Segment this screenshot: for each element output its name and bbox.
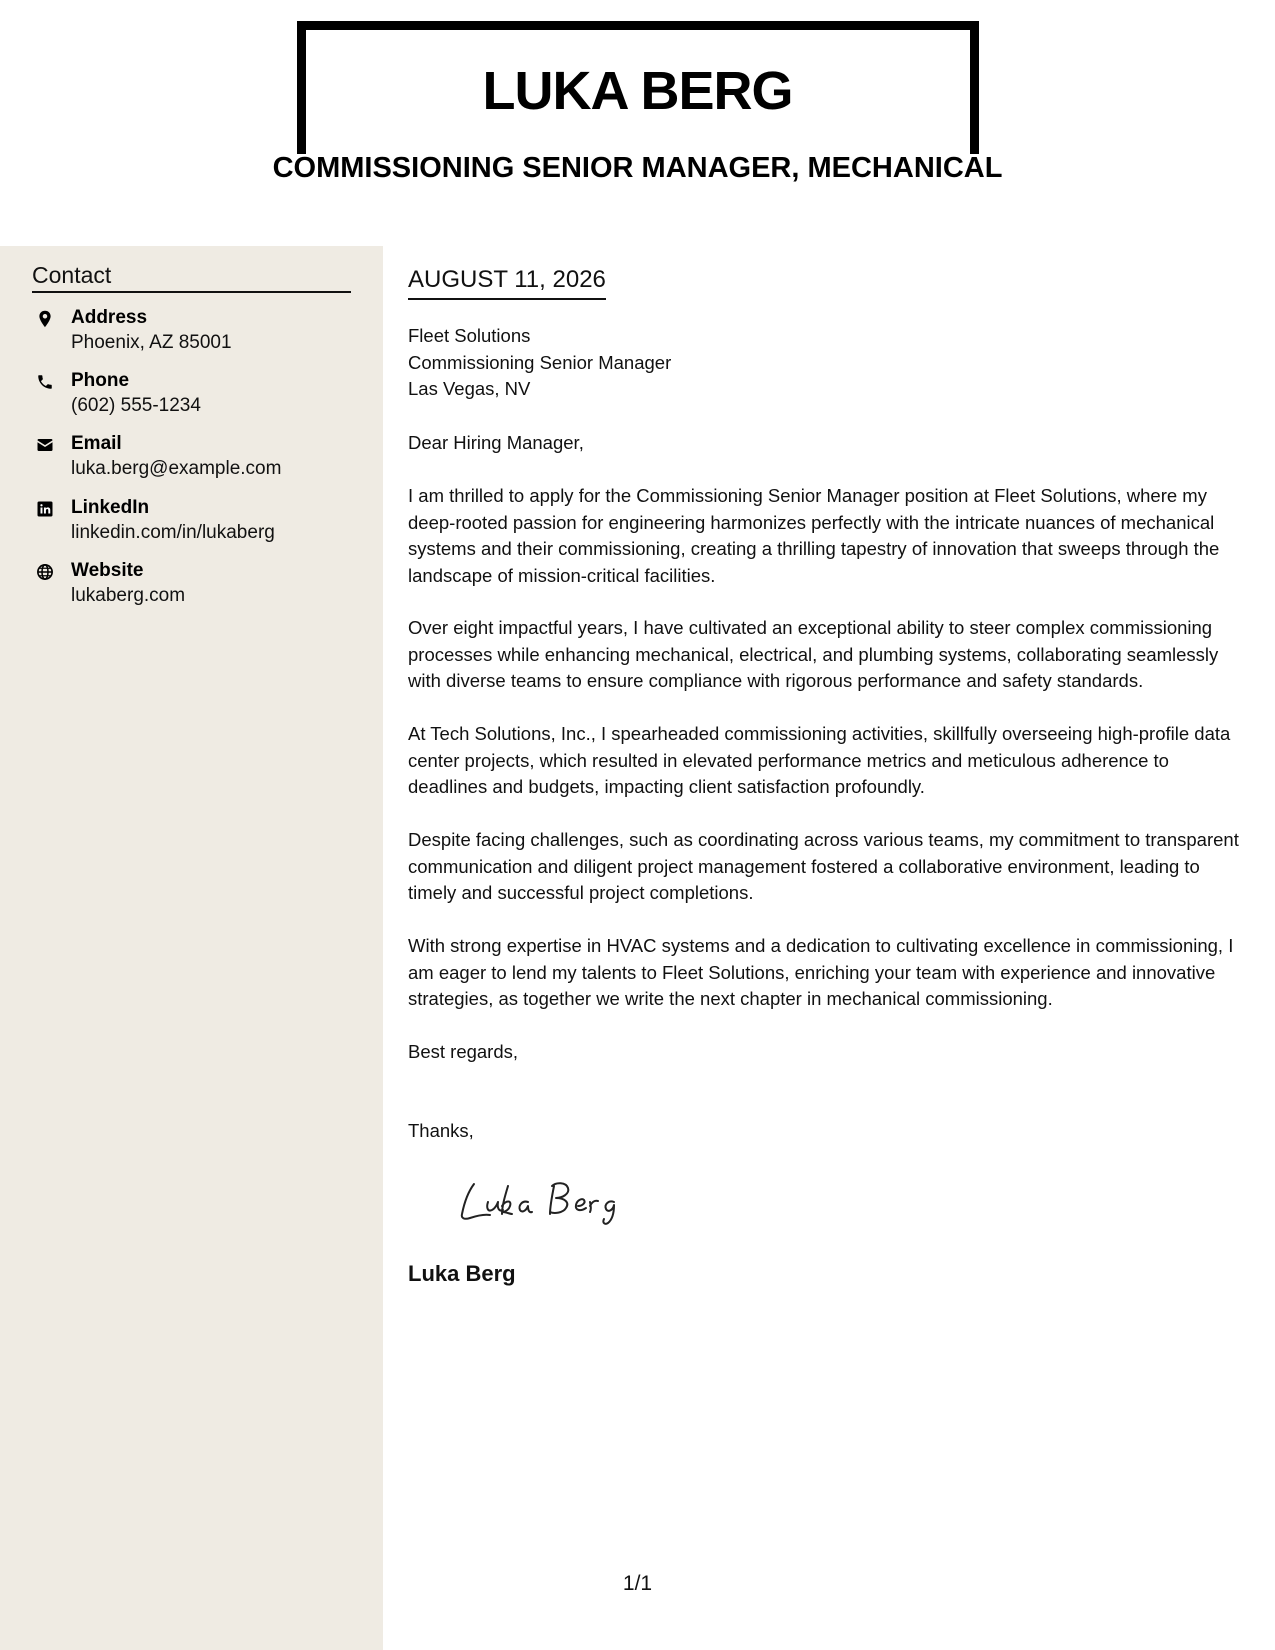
contact-heading: Contact [32, 262, 351, 293]
letter-date: AUGUST 11, 2026 [408, 266, 606, 300]
contact-item-email [32, 432, 372, 488]
linkedin-icon [36, 500, 54, 518]
phone-value: (602) 555-1234 [71, 395, 201, 416]
envelope-icon [36, 436, 54, 454]
thanks-line: Thanks, [408, 1120, 474, 1141]
handwritten-signature [452, 1172, 642, 1232]
contact-item-phone [32, 369, 372, 425]
contact-label: LinkedIn [71, 497, 150, 518]
salutation: Dear Hiring Manager, [408, 432, 584, 453]
recipient-location: Las Vegas, NV [408, 378, 531, 399]
contact-label: Address [71, 307, 148, 328]
signer-name: Luka Berg [408, 1261, 516, 1286]
applicant-name: LUKA BERG [482, 61, 793, 121]
closing: Best regards, [408, 1041, 519, 1062]
body-paragraph: At Tech Solutions, Inc., I spearheaded commissioning activities, skillfully overseeing high-profile data center projects, which resulted in elevated performance metrics and meticulous adherence to deadlines and budgets, impacting client satisfaction profoundly. [408, 723, 1231, 797]
map-pin-icon [36, 310, 54, 328]
body-paragraph: Over eight impactful years, I have cultivated an exceptional ability to steer complex commissioning processes while enhancing mechanical, electrical, and plumbing systems, collaborating seamlessly with diverse teams to ensure compliance with rigorous performance and safety standards. [408, 617, 1219, 691]
website-value[interactable]: lukaberg.com [71, 585, 186, 606]
body-paragraph: Despite facing challenges, such as coordinating across various teams, my commitment to transparent communication and diligent project management fostered a collaborative environment, leading to timely and successful project completions. [408, 829, 1239, 903]
contact-label: Email [71, 433, 122, 454]
body-paragraph: With strong expertise in HVAC systems and a dedication to cultivating excellence in commissioning, I am eager to lend my talents to Fleet Solutions, enriching your team with experience and innovative strategies, as together we write the next chapter in mechanical commissioning. [408, 935, 1234, 1009]
phone-icon [36, 373, 54, 391]
contact-label: Website [71, 560, 144, 581]
globe-icon [36, 563, 54, 581]
recipient-company: Fleet Solutions [408, 325, 531, 346]
contact-item-linkedin [32, 496, 372, 552]
contact-item-website [32, 559, 372, 615]
recipient-block [408, 323, 671, 403]
recipient-position: Commissioning Senior Manager [408, 351, 672, 373]
body-paragraph: I am thrilled to apply for the Commissioning Senior Manager position at Fleet Solutions, where my deep-rooted passion for engineering harmonizes perfectly with the intricate nuances of mechanical systems and their commissioning, creating a thrilling tapestry of innovation that sweeps through the landscape of mission-critical facilities. [408, 485, 1220, 586]
signature-text: Luka Berg [452, 1172, 457, 1173]
job-title: COMMISSIONING SENIOR MANAGER, MECHANICAL [272, 152, 1003, 184]
linkedin-value[interactable]: linkedin.com/in/lukaberg [71, 522, 275, 543]
contact-label: Phone [71, 370, 130, 391]
address-value: Phoenix, AZ 85001 [71, 332, 232, 353]
email-value[interactable]: luka.berg@example.com [71, 458, 282, 479]
page-number: 1/1 [622, 1572, 653, 1595]
contact-item-address [32, 306, 372, 362]
